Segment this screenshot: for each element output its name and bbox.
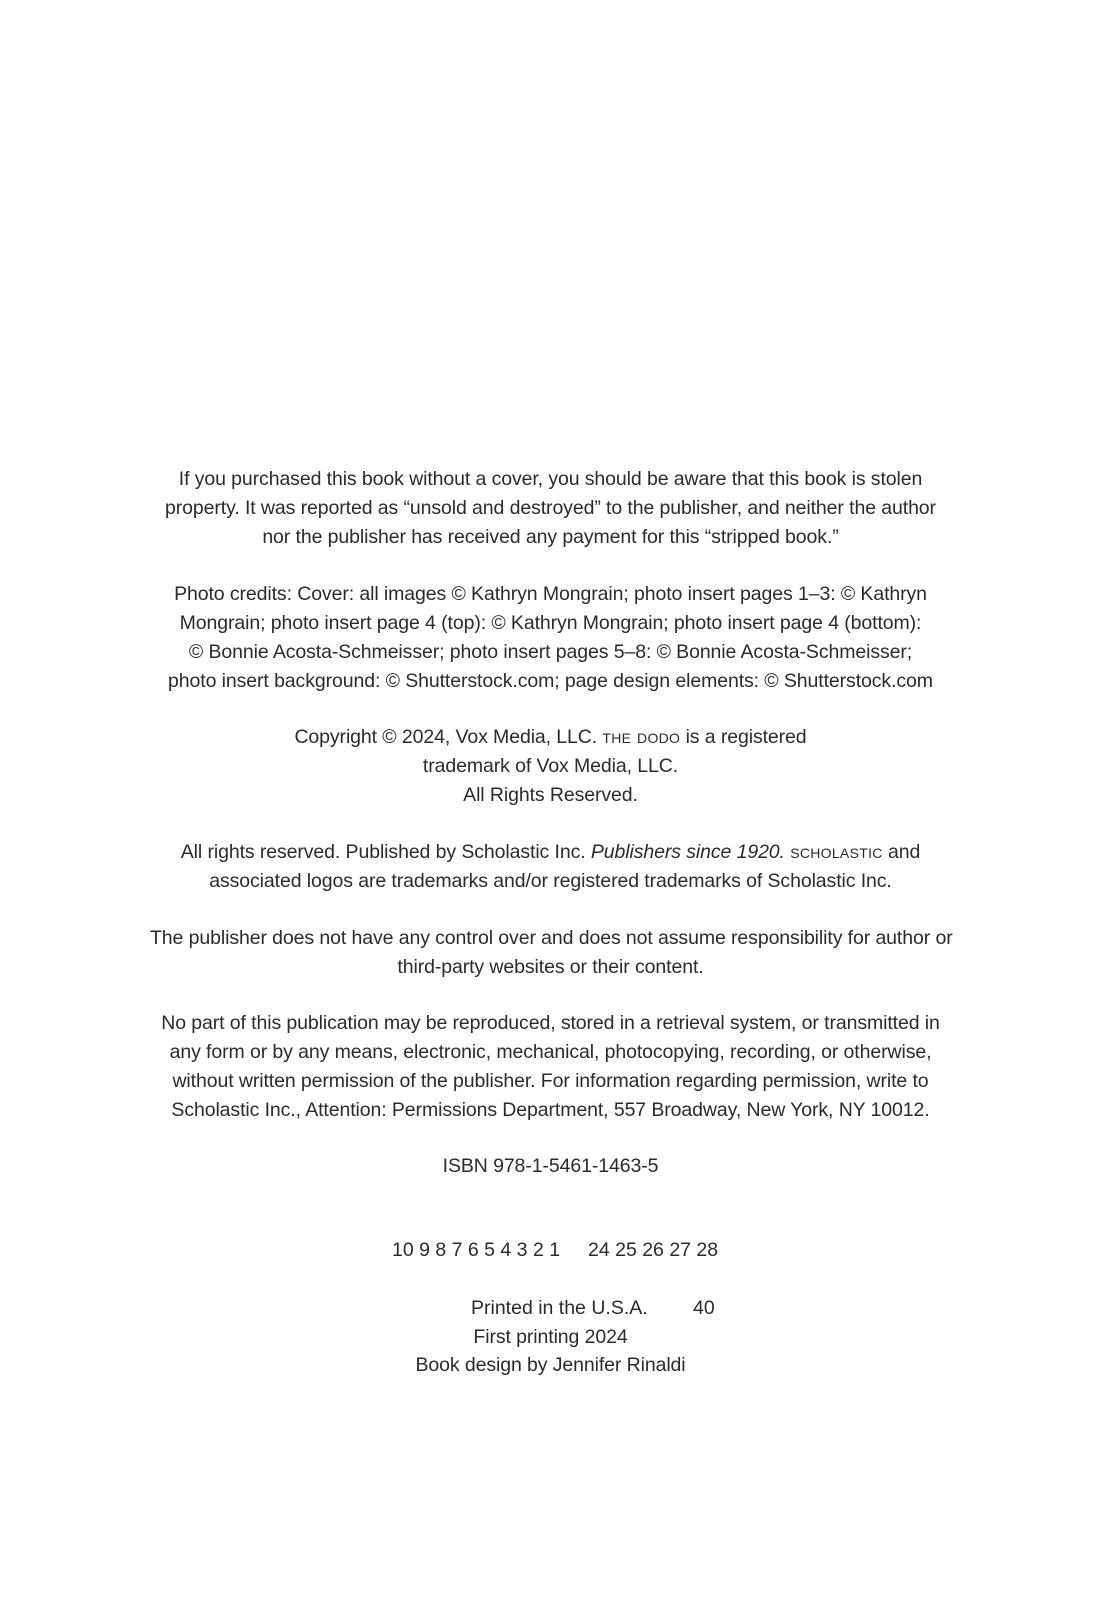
printing-impressions: 10 9 8 7 6 5 4 3 2 1 [392, 1239, 561, 1261]
first-printing [150, 1323, 951, 1352]
copyright-line: All Rights Reserved. [463, 784, 638, 806]
photo-credits [150, 580, 951, 696]
reproduction-line: No part of this publication may be reproduced, stored in a retrieval system, or transmitted in [161, 1012, 940, 1034]
credits-line: photo insert background: © Shutterstock.com; page design elements: © Shutterstock.com [168, 670, 933, 692]
publisher-suffix: and [882, 841, 921, 863]
publisher-prefix: All rights reserved. Published by Scholastic Inc. [180, 841, 591, 863]
disclaimer-line: third-party websites or their content. [397, 956, 704, 978]
publisher-tagline: Publishers since 1920. [590, 841, 785, 863]
printed-in-label: Printed in the U.S.A. [471, 1297, 648, 1319]
reproduction-notice [150, 1009, 951, 1125]
disclaimer-line: The publisher does not have any control over and does not assume responsibility for author or [150, 927, 953, 949]
notice-line: If you purchased this book without a cover, you should be aware that this book is stolen [178, 468, 923, 490]
credits-line: Photo credits: Cover: all images © Kathryn Mongrain; photo insert pages 1–3: © Kathryn [174, 583, 927, 605]
website-disclaimer [150, 924, 951, 982]
notice-line: nor the publisher has received any payment for this “stripped book.” [262, 526, 839, 548]
copyright-prefix: Copyright © 2024, Vox Media, LLC. [294, 726, 603, 748]
book-design-text: Book design by Jennifer Rinaldi [415, 1354, 686, 1376]
publisher-line: associated logos are trademarks and/or registered trademarks of Scholastic Inc. [209, 870, 892, 892]
first-printing-text: First printing 2024 [473, 1326, 628, 1348]
notice-line: property. It was reported as “unsold and destroyed” to the publisher, and neither the author [165, 497, 936, 519]
reproduction-line: without written permission of the publisher. For information regarding permission, write to [172, 1070, 929, 1092]
credits-line: Mongrain; photo insert page 4 (top): © Kathryn Mongrain; photo insert page 4 (bottom): [179, 612, 922, 634]
stripped-book-notice [150, 465, 951, 552]
dodo-brand: the dodo [602, 726, 681, 748]
isbn-number: ISBN 978-1-5461-1463-5 [442, 1155, 659, 1177]
book-design-credit [150, 1351, 951, 1380]
publisher-notice [150, 838, 951, 896]
printer-code: 40 [693, 1297, 715, 1319]
printing-years: 24 25 26 27 28 [588, 1239, 719, 1261]
publisher-line [150, 838, 951, 867]
copyright-notice [150, 723, 951, 810]
isbn [150, 1152, 951, 1181]
scholastic-brand: scholastic [790, 841, 883, 863]
copyright-suffix: is a registered [680, 726, 807, 748]
credits-line: © Bonnie Acosta-Schmeisser; photo insert pages 5–8: © Bonnie Acosta-Schmeisser; [188, 641, 913, 663]
reproduction-line: any form or by any means, electronic, mechanical, photocopying, recording, or otherwise, [169, 1041, 932, 1063]
copyright-line: trademark of Vox Media, LLC. [422, 755, 679, 777]
copyright-line [150, 723, 951, 752]
reproduction-line: Scholastic Inc., Attention: Permissions Department, 557 Broadway, New York, NY 10012. [171, 1099, 930, 1121]
